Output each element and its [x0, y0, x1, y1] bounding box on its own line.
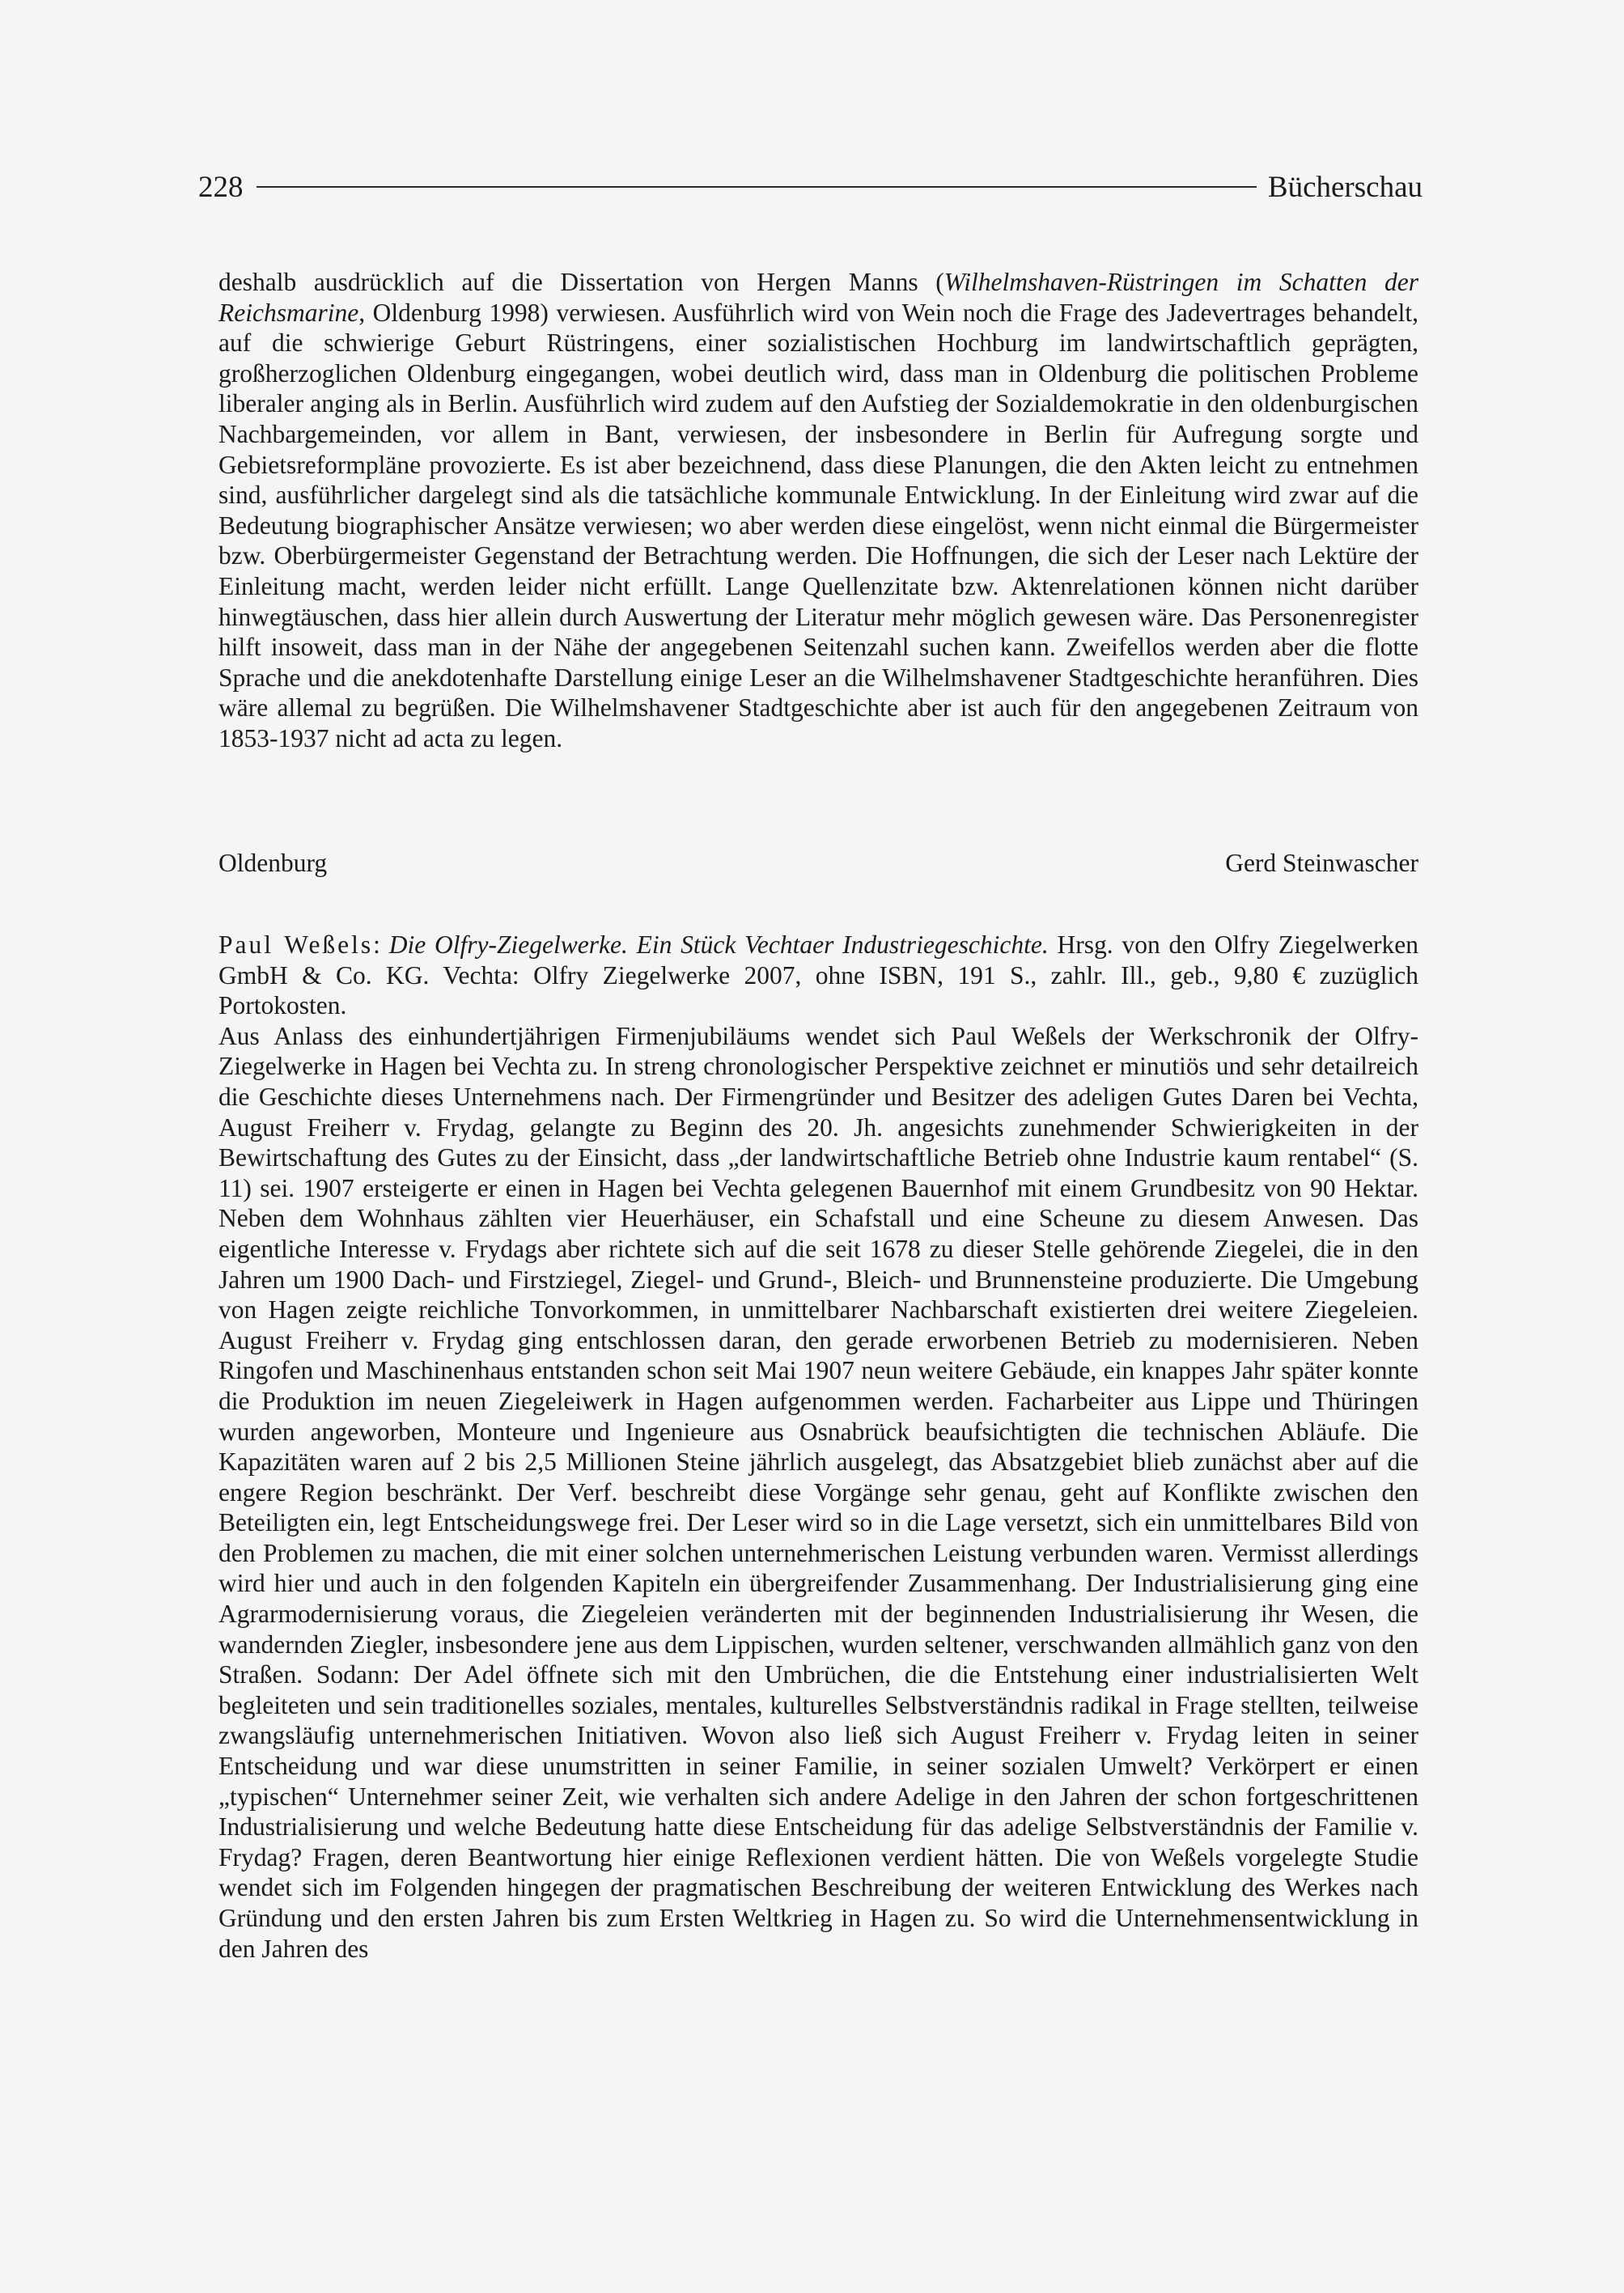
cited-title: Wilhelmshaven-Rüstringen im Schatten der Reichsmarine	[218, 268, 1418, 327]
signature-reviewer: Gerd Steinwascher	[1225, 849, 1418, 877]
signature-place: Oldenburg	[218, 849, 328, 877]
bibliographic-details: Hrsg. von den Olfry Ziegelwerken GmbH & Co. KG. Vechta: Olfry Ziegelwerke 2007, ohne ISBN, 191 S., zahlr. Ill., geb., 9,80 € zuzüglich Portokosten.	[218, 930, 1418, 1020]
header-rule	[257, 186, 1257, 188]
review-1-text	[218, 267, 1418, 754]
section-title: Bücherschau	[1267, 170, 1423, 204]
book-title: Die Olfry-Ziegelwerke. Ein Stück Vechtaer Industriegeschichte.	[388, 930, 1049, 959]
running-header	[198, 167, 1423, 207]
review-1-paragraph: deshalb ausdrücklich auf die Dissertation von Hergen Manns (Wilhelmshaven-Rüstringen im Schatten der Reichsmarine, Oldenburg 1998) verwiesen. Ausführlich wird von Wein noch die Frage des Jadevertrages behandelt, auf die schwierige Geburt Rüstringens, einer sozialistischen Hochburg im landwirtschaftlich geprägten, großherzoglichen Oldenburg eingegangen, wobei deutlich wird, dass man in Oldenburg die politischen Probleme liberaler anging als in Berlin. Ausführlich wird zudem auf den Aufstieg der Sozialdemokratie in den oldenburgischen Nachbargemeinden, vor allem in Bant, verwiesen, der insbesondere in Berlin für Aufregung sorgte und Gebietsreformpläne provozierte. Es ist aber bezeichnend, dass diese Planungen, die den Akten leicht zu entnehmen sind, ausführlicher dargelegt sind als die tatsächliche kommunale Entwicklung. In der Einleitung wird zwar auf die Bedeutung biographischer Ansätze verwiesen; wo aber werden diese eingelöst, wenn nicht einmal die Bürgermeister bzw. Oberbürgermeister Gegenstand der Betrachtung werden. Die Hoffnungen, die sich der Leser nach Lektüre der Einleitung macht, werden leider nicht erfüllt. Lange Quellenzitate bzw. Aktenrelationen können nicht darüber hinwegtäuschen, dass hier allein durch Auswertung der Literatur mehr möglich gewesen wäre. Das Personenregister hilft insoweit, dass man in der Nähe der angegebenen Seitenzahl suchen kann. Zweifellos werden aber die flotte Sprache und die anekdotenhafte Darstellung einige Leser an die Wilhelmshavener Stadtgeschichte heranführen. Dies wäre allemal zu begrüßen. Die Wilhelmshavener Stadtgeschichte aber ist auch für den angegebenen Zeitraum von 1853-1937 nicht ad acta zu legen.	[218, 268, 1418, 752]
book-author: Paul Weßels	[218, 930, 374, 959]
review-1-signature	[218, 849, 1418, 878]
review-2-body: Aus Anlass des einhundertjährigen Firmenjubiläums wendet sich Paul Weßels der Werkschronik der Olfry-Ziegelwerke in Hagen bei Vechta zu. In streng chronologischer Perspektive zeichnet er minutiös und sehr detailreich die Geschichte dieses Unternehmens nach. Der Firmengründer und Besitzer des adeligen Gutes Daren bei Vechta, August Freiherr v. Frydag, gelangte zu Beginn des 20. Jh. angesichts zunehmender Schwierigkeiten in der Bewirtschaftung des Gutes zu der Einsicht, dass „der landwirtschaftliche Betrieb ohne Industrie kaum rentabel“ (S. 11) sei. 1907 ersteigerte er einen in Hagen bei Vechta gelegenen Bauernhof mit einem Grundbesitz von 90 Hektar. Neben dem Wohnhaus zählten vier Heuerhäuser, ein Schafstall und eine Scheune zu diesem Anwesen. Das eigentliche Interesse v. Frydags aber richtete sich auf die seit 1678 zu dieser Stelle gehörende Ziegelei, die in den Jahren um 1900 Dach- und Firstziegel, Ziegel- und Grund-, Bleich- und Brunnensteine produzierte. Die Umgebung von Hagen zeigte reichliche Tonvorkommen, in unmittelbarer Nachbarschaft existierten drei weitere Ziegeleien. August Freiherr v. Frydag ging entschlossen daran, den gerade erworbenen Betrieb zu modernisieren. Neben Ringofen und Maschinenhaus entstanden schon seit Mai 1907 neun weitere Gebäude, ein knappes Jahr später konnte die Produktion im neuen Ziegeleiwerk in Hagen aufgenommen werden. Facharbeiter aus Lippe und Thüringen wurden angeworben, Monteure und Ingenieure aus Osnabrück beaufsichtigten die technischen Abläufe. Die Kapazitäten waren auf 2 bis 2,5 Millionen Steine jährlich ausgelegt, das Absatzgebiet blieb zunächst aber auf die engere Region beschränkt. Der Verf. beschreibt diese Vorgänge sehr genau, geht auf Konflikte zwischen den Beteiligten ein, legt Entscheidungswege frei. Der Leser wird so in die Lage versetzt, sich ein unmittelbares Bild von den Problemen zu machen, die mit einer solchen unternehmerischen Leistung verbunden waren. Vermisst allerdings wird hier und auch in den folgenden Kapiteln ein übergreifender Zusammenhang. Der Industrialisierung ging eine Agrarmodernisierung voraus, die Ziegeleien veränderten mit der beginnenden Industrialisierung ihr Wesen, die wandernden Ziegler, insbesondere jene aus dem Lippischen, wurden seltener, verschwanden allmählich ganz von den Straßen. Sodann: Der Adel öffnete sich mit den Umbrüchen, die die Entstehung einer industrialisierten Welt begleiteten und sein traditionelles soziales, mentales, kulturelles Selbstverständnis radikal in Frage stellten, teilweise zwangsläufig unternehmerischen Initiativen. Wovon also ließ sich August Freiherr v. Frydag leiten in seiner Entscheidung und war diese unumstritten in seiner Familie, in seiner sozialen Umwelt? Verkörpert er einen „typischen“ Unternehmer seiner Zeit, wie verhalten sich andere Adelige in den Jahren der schon fortgeschrittenen Industrialisierung und welche Bedeutung hatte diese Entscheidung für das adelige Selbstverständnis der Familie v. Frydag? Fragen, deren Beantwortung hier einige Reflexionen verdient hätten. Die von Weßels vorgelegte Studie wendet sich im Folgenden hingegen der pragmatischen Beschreibung der weiteren Entwicklung des Werkes nach Gründung und den ersten Jahren bis zum Ersten Weltkrieg in Hagen zu. So wird die Unternehmensentwicklung in den Jahren des	[218, 1021, 1418, 1963]
review-2	[218, 930, 1418, 1964]
page-number: 228	[198, 170, 244, 204]
review-2-citation: Paul Weßels: Die Olfry-Ziegelwerke. Ein Stück Vechtaer Industriegeschichte. Hrsg. von den Olfry Ziegelwerken GmbH & Co. KG. Vechta: Olfry Ziegelwerke 2007, ohne ISBN, 191 S., zahlr. Ill., geb., 9,80 € zuzüglich Portokosten.	[218, 930, 1418, 1020]
